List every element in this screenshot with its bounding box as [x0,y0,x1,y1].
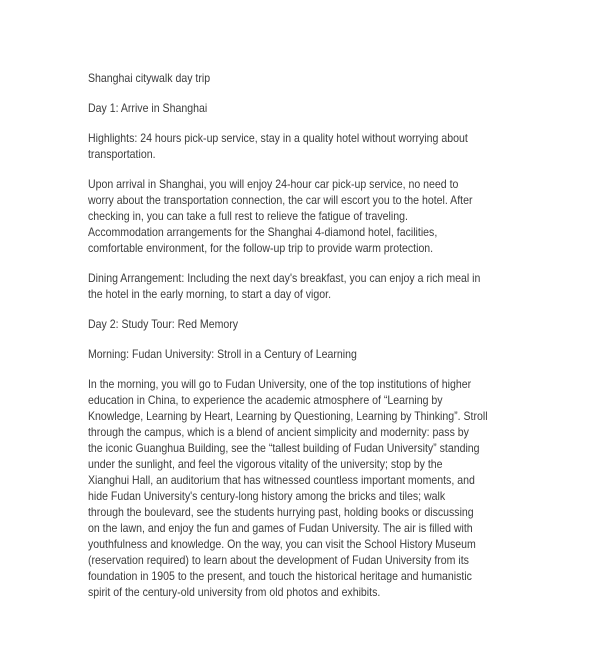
text-line: through the campus, which is a blend of ancient simplicity and modernity: pass by [88,425,469,439]
text-line: Shanghai citywalk day trip [88,71,211,85]
text-line: Upon arrival in Shanghai, you will enjoy 24-hour car pick-up service, no need to [88,177,459,191]
text-line: the iconic Guanghua Building, see the “tallest building of Fudan University” standing [88,441,480,455]
text-line: Day 1: Arrive in Shanghai [88,101,208,115]
text-line: worry about the transportation connection, the car will escort you to the hotel. After [88,193,473,207]
text-line: transportation. [88,147,156,161]
text-line: Day 2: Study Tour: Red Memory [88,317,239,331]
text-line: hide Fudan University's century-long history among the bricks and tiles; walk [88,489,446,503]
text-line: Dining Arrangement: Including the next day's breakfast, you can enjoy a rich meal in [88,271,481,285]
text-line: checking in, you can take a full rest to relieve the fatigue of traveling. [88,209,408,223]
paragraph-body-fudan [88,376,539,600]
text-line: spirit of the century-old university from old photos and exhibits. [88,585,381,599]
text-line: (reservation required) to learn about the development of Fudan University from its [88,553,469,567]
text-line: youthfulness and knowledge. On the way, you can visit the School History Museum [88,537,476,551]
paragraph-heading-day-2 [88,316,539,332]
text-line: foundation in 1905 to the present, and touch the historical heritage and humanistic [88,569,472,583]
paragraph-title [88,70,539,86]
text-line: through the boulevard, see the students hurrying past, holding books or discussing [88,505,474,519]
text-line: education in China, to experience the academic atmosphere of “Learning by [88,393,443,407]
text-line: comfortable environment, for the follow-up trip to provide warm protection. [88,241,434,255]
text-line: Knowledge, Learning by Heart, Learning by Questioning, Learning by Thinking”. Stroll [88,409,488,423]
text-line: In the morning, you will go to Fudan University, one of the top institutions of higher [88,377,472,391]
paragraph-heading-day-1 [88,100,539,116]
text-line: Highlights: 24 hours pick-up service, stay in a quality hotel without worrying about [88,131,468,145]
text-line: Morning: Fudan University: Stroll in a Century of Learning [88,347,357,361]
text-line: Accommodation arrangements for the Shanghai 4-diamond hotel, facilities, [88,225,438,239]
text-line: on the lawn, and enjoy the fun and games of Fudan University. The air is filled with [88,521,473,535]
text-line: the hotel in the early morning, to start a day of vigor. [88,287,332,301]
paragraph-body-arrival [88,176,539,256]
paragraph-heading-morning [88,346,539,362]
paragraph-body-dining [88,270,539,302]
text-line: Xianghui Hall, an auditorium that has witnessed countless important moments, and [88,473,475,487]
text-line: under the sunlight, and feel the vigorous vitality of the university; stop by the [88,457,443,471]
document-content [88,70,539,600]
paragraph-body-highlights [88,130,539,162]
